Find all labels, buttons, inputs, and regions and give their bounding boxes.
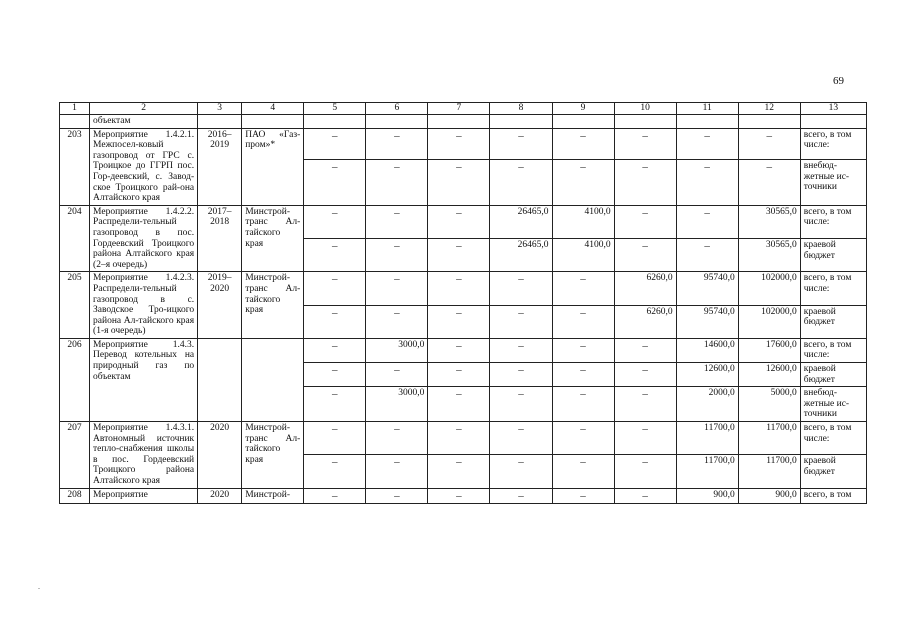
amount-cell: – xyxy=(428,387,490,422)
amount-cell: – xyxy=(490,488,552,503)
measure-name: Мероприятие 1.4.2.2. Распредели-тельный газопровод в пос. Гордеевский Троицкого района Алтайского края (2–я очередь) xyxy=(90,205,198,272)
column-header: 5 xyxy=(304,103,366,115)
amount-cell: 26465,0 xyxy=(490,239,552,272)
table-row xyxy=(60,488,867,503)
amount-cell: – xyxy=(428,128,490,160)
amount-cell: – xyxy=(614,128,676,160)
amount-cell: – xyxy=(304,455,366,488)
amount-cell: 6260,0 xyxy=(614,305,676,338)
measure-name: Мероприятие 1.4.2.3. Распредели-тельный газопровод в с. Заводское Тро-ицкого района Ал-тайского края (1-я очередь) xyxy=(90,272,198,339)
row-number: 204 xyxy=(60,205,90,272)
amount-cell: 4100,0 xyxy=(552,205,614,238)
executor: Минстрой- xyxy=(242,488,304,503)
amount-cell: 2000,0 xyxy=(676,387,738,422)
header-row xyxy=(60,103,867,115)
amount-cell: – xyxy=(366,205,428,238)
amount-cell: – xyxy=(490,363,552,387)
funding-source: всего, в том числе: xyxy=(800,128,866,160)
column-header: 4 xyxy=(242,103,304,115)
amount-cell: – xyxy=(738,160,800,206)
column-header: 11 xyxy=(676,103,738,115)
table-row xyxy=(60,128,867,160)
amount-cell: – xyxy=(428,160,490,206)
amount-cell: – xyxy=(552,160,614,206)
amount-cell: – xyxy=(428,363,490,387)
margin-mark: . xyxy=(38,582,40,591)
amount-cell: – xyxy=(304,488,366,503)
column-header: 13 xyxy=(800,103,866,115)
amount-cell: – xyxy=(366,363,428,387)
amount-cell: 4100,0 xyxy=(552,239,614,272)
implementation-years: 2016–2019 xyxy=(198,128,242,205)
amount-cell: 95740,0 xyxy=(676,305,738,338)
amount-cell: – xyxy=(490,422,552,455)
amount-cell: – xyxy=(428,305,490,338)
amount-cell: – xyxy=(552,422,614,455)
table-row xyxy=(60,422,867,455)
executor: Минстрой-транс Ал-тайского края xyxy=(242,205,304,272)
amount-cell: – xyxy=(490,455,552,488)
row-number: 203 xyxy=(60,128,90,205)
amount-cell: – xyxy=(614,338,676,362)
table-row xyxy=(60,205,867,238)
amount-cell: – xyxy=(428,272,490,305)
amount-cell: 95740,0 xyxy=(676,272,738,305)
amount-cell: 900,0 xyxy=(738,488,800,503)
amount-cell: – xyxy=(614,387,676,422)
amount-cell: – xyxy=(366,455,428,488)
amount-cell: 11700,0 xyxy=(676,455,738,488)
amount-cell: – xyxy=(490,387,552,422)
amount-cell: 26465,0 xyxy=(490,205,552,238)
amount-cell: – xyxy=(366,239,428,272)
amount-cell: – xyxy=(614,422,676,455)
amount-cell: 102000,0 xyxy=(738,272,800,305)
amount-cell: – xyxy=(366,160,428,206)
funding-source: всего, в том числе: xyxy=(800,205,866,238)
amount-cell: – xyxy=(304,272,366,305)
amount-cell: – xyxy=(304,338,366,362)
executor xyxy=(242,338,304,421)
funding-source: краевой бюджет xyxy=(800,363,866,387)
amount-cell: 11700,0 xyxy=(738,422,800,455)
column-header: 8 xyxy=(490,103,552,115)
row-number: 205 xyxy=(60,272,90,339)
amount-cell: – xyxy=(428,205,490,238)
amount-cell: – xyxy=(304,387,366,422)
amount-cell: – xyxy=(366,305,428,338)
implementation-years: 2019–2020 xyxy=(198,272,242,339)
amount-cell: – xyxy=(366,272,428,305)
amount-cell: – xyxy=(738,128,800,160)
amount-cell: – xyxy=(614,205,676,238)
amount-cell: – xyxy=(428,338,490,362)
amount-cell: 14600,0 xyxy=(676,338,738,362)
amount-cell: – xyxy=(366,128,428,160)
amount-cell: – xyxy=(428,422,490,455)
funding-source: внебюд-жетные ис-точники xyxy=(800,387,866,422)
funding-source: всего, в том xyxy=(800,488,866,503)
amount-cell: – xyxy=(676,160,738,206)
executor: Минстрой-транс Ал-тайского края xyxy=(242,422,304,489)
column-header: 2 xyxy=(90,103,198,115)
funding-source: всего, в том числе: xyxy=(800,338,866,362)
amount-cell: – xyxy=(552,363,614,387)
executor: Минстрой-транс Ал-тайского края xyxy=(242,272,304,339)
amount-cell: – xyxy=(552,488,614,503)
table-row xyxy=(60,338,867,362)
column-header: 12 xyxy=(738,103,800,115)
amount-cell: 3000,0 xyxy=(366,338,428,362)
amount-cell: 11700,0 xyxy=(738,455,800,488)
row-number: 207 xyxy=(60,422,90,489)
measure-name: Мероприятие 1.4.3. Перевод котельных на природный газ по объектам xyxy=(90,338,198,421)
funding-source: внебюд-жетные ис-точники xyxy=(800,160,866,206)
amount-cell: – xyxy=(552,387,614,422)
amount-cell: – xyxy=(614,363,676,387)
column-header: 1 xyxy=(60,103,90,115)
amount-cell: – xyxy=(676,128,738,160)
funding-source: краевой бюджет xyxy=(800,305,866,338)
amount-cell: – xyxy=(614,488,676,503)
amount-cell: 30565,0 xyxy=(738,239,800,272)
funding-source: всего, в том числе: xyxy=(800,272,866,305)
amount-cell: 3000,0 xyxy=(366,387,428,422)
funding-source: всего, в том числе: xyxy=(800,422,866,455)
amount-cell: 11700,0 xyxy=(676,422,738,455)
table-row xyxy=(60,272,867,305)
amount-cell: – xyxy=(552,128,614,160)
amount-cell: 6260,0 xyxy=(614,272,676,305)
amount-cell: – xyxy=(304,305,366,338)
implementation-years xyxy=(198,338,242,421)
amount-cell: – xyxy=(366,488,428,503)
implementation-years: 2017–2018 xyxy=(198,205,242,272)
amount-cell: – xyxy=(428,488,490,503)
page-number: 69 xyxy=(833,75,844,87)
column-header: 3 xyxy=(198,103,242,115)
amount-cell: – xyxy=(490,338,552,362)
column-header: 10 xyxy=(614,103,676,115)
amount-cell: – xyxy=(676,239,738,272)
executor: ПАО «Газ-пром»* xyxy=(242,128,304,205)
measure-name: Мероприятие xyxy=(90,488,198,503)
continuation-text: объектам xyxy=(90,115,198,129)
implementation-years: 2020 xyxy=(198,422,242,489)
amount-cell: – xyxy=(428,239,490,272)
amount-cell: – xyxy=(552,455,614,488)
amount-cell: – xyxy=(304,205,366,238)
column-header: 7 xyxy=(428,103,490,115)
amount-cell: – xyxy=(304,239,366,272)
amount-cell: – xyxy=(304,160,366,206)
amount-cell: 5000,0 xyxy=(738,387,800,422)
amount-cell: 12600,0 xyxy=(738,363,800,387)
row-number: 206 xyxy=(60,338,90,421)
amount-cell: – xyxy=(304,128,366,160)
amount-cell: 17600,0 xyxy=(738,338,800,362)
amount-cell: 900,0 xyxy=(676,488,738,503)
amount-cell: 30565,0 xyxy=(738,205,800,238)
program-table xyxy=(59,102,867,504)
measure-name: Мероприятие 1.4.2.1. Межпосел-ковый газопровод от ГРС с. Троицкое до ГГРП пос. Гор-деевский, с. Завод-ское Троицкого рай-она Алтайского края xyxy=(90,128,198,205)
amount-cell: – xyxy=(676,205,738,238)
amount-cell: – xyxy=(366,422,428,455)
column-header: 9 xyxy=(552,103,614,115)
column-header: 6 xyxy=(366,103,428,115)
continuation-row xyxy=(60,115,867,129)
amount-cell: – xyxy=(490,160,552,206)
funding-source: краевой бюджет xyxy=(800,455,866,488)
amount-cell: – xyxy=(304,422,366,455)
amount-cell: – xyxy=(614,160,676,206)
amount-cell: – xyxy=(490,305,552,338)
amount-cell: – xyxy=(552,305,614,338)
row-number: 208 xyxy=(60,488,90,503)
amount-cell: – xyxy=(304,363,366,387)
amount-cell: – xyxy=(552,272,614,305)
amount-cell: – xyxy=(490,272,552,305)
amount-cell: – xyxy=(614,239,676,272)
amount-cell: 102000,0 xyxy=(738,305,800,338)
amount-cell: – xyxy=(490,128,552,160)
amount-cell: – xyxy=(428,455,490,488)
amount-cell: – xyxy=(552,338,614,362)
amount-cell: – xyxy=(614,455,676,488)
amount-cell: 12600,0 xyxy=(676,363,738,387)
implementation-years: 2020 xyxy=(198,488,242,503)
measure-name: Мероприятие 1.4.3.1. Автономный источник тепло-снабжения школы в пос. Гордеевский Троицкого района Алтайского края xyxy=(90,422,198,489)
funding-source: краевой бюджет xyxy=(800,239,866,272)
